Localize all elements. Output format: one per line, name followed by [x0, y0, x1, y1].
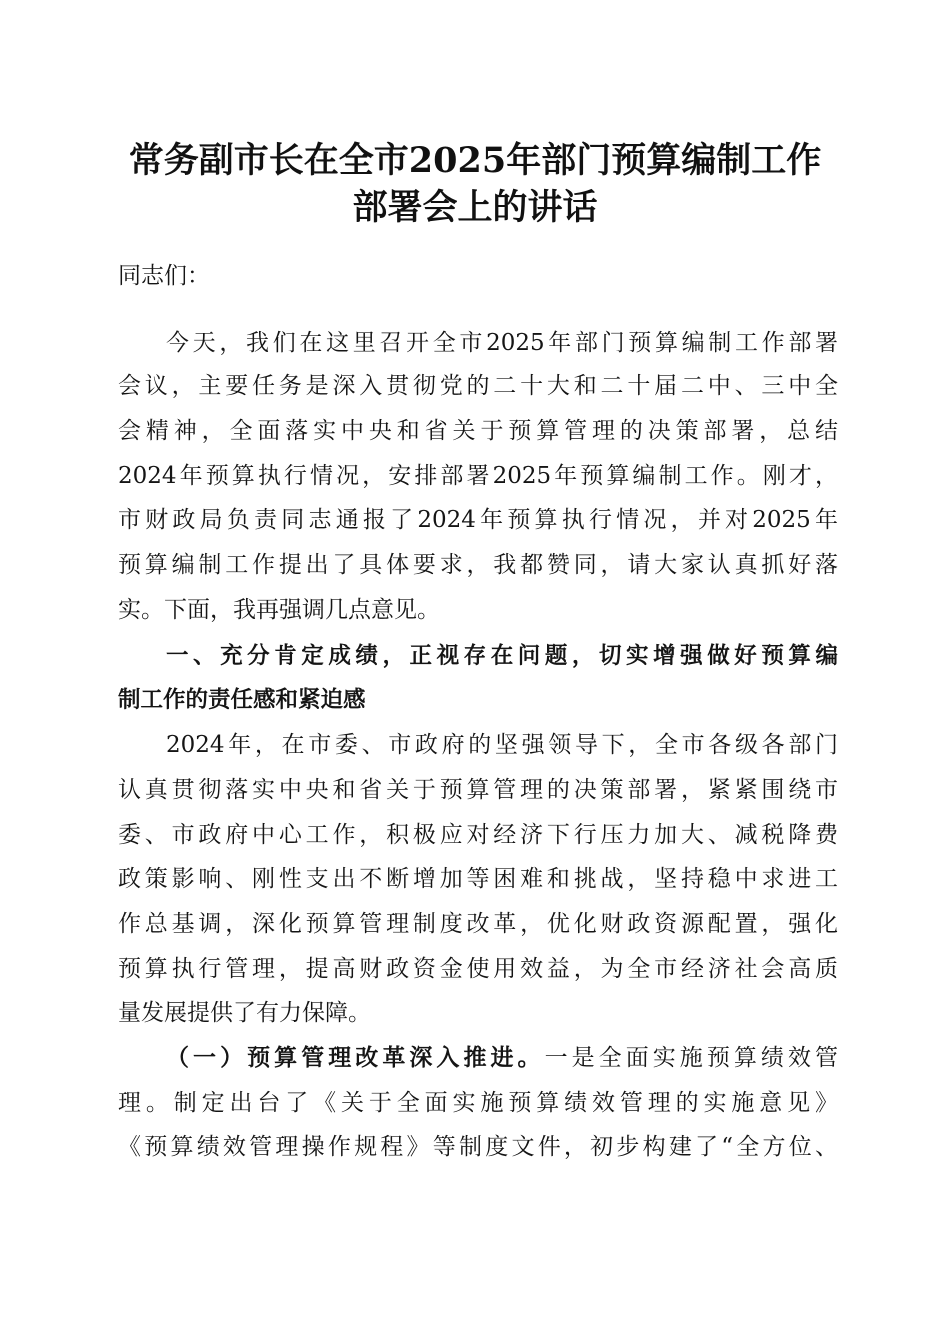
- paragraph-3-first-line: [166, 1036, 838, 1080]
- paragraph-2-line: 政策影响、刚性支出不断增加等困难和挑战，坚持稳中求进工: [118, 866, 838, 892]
- paragraph-1-line: 会精神，全面落实中央和省关于预算管理的决策部署，总结: [118, 418, 838, 444]
- section-heading-1-line: 一、充分肯定成绩，正视存在问题，切实增强做好预算编: [166, 643, 838, 669]
- paragraph-1-line: 预算编制工作提出了具体要求，我都赞同，请大家认真抓好落: [118, 552, 838, 578]
- paragraph-2-line: 认真贯彻落实中央和省关于预算管理的决策部署，紧紧围绕市: [118, 777, 838, 803]
- paragraph-1-line: 会议，主要任务是深入贯彻党的二十大和二十届二中、三中全: [118, 373, 838, 399]
- paragraph-1-line: 市财政局负责同志通报了2024年预算执行情况，并对2025年: [118, 507, 838, 533]
- paragraph-1-line: 今天，我们在这里召开全市2025年部门预算编制工作部署: [166, 330, 838, 356]
- paragraph-1-line: 实。下面，我再强调几点意见。: [118, 597, 440, 623]
- paragraph-2-line: 作总基调，深化预算管理制度改革，优化财政资源配置，强化: [118, 911, 838, 937]
- paragraph-3-line: 理。制定出台了《关于全面实施预算绩效管理的实施意见》: [118, 1090, 838, 1116]
- paragraph-2-line: 量发展提供了有力保障。: [118, 1000, 371, 1026]
- paragraph-3-first-line-text: 一是全面实施预算绩效管: [544, 1045, 839, 1071]
- document-title-line-1: 常务副市长在全市2025年部门预算编制工作: [128, 140, 822, 181]
- paragraph-1-line: 2024年预算执行情况，安排部署2025年预算编制工作。刚才，: [118, 463, 838, 489]
- salutation: 同志们：: [118, 263, 210, 289]
- paragraph-2-line: 委、市政府中心工作，积极应对经济下行压力加大、减税降费: [118, 822, 838, 848]
- document-title-line-2: 部署会上的讲话: [352, 187, 598, 228]
- paragraph-3-line: 《预算绩效管理操作规程》等制度文件，初步构建了“全方位、: [118, 1134, 838, 1160]
- subsection-heading-1: （一）预算管理改革深入推进。: [166, 1044, 545, 1071]
- paragraph-2-line: 预算执行管理，提高财政资金使用效益，为全市经济社会高质: [118, 956, 838, 982]
- paragraph-2-line: 2024年，在市委、市政府的坚强领导下，全市各级各部门: [166, 732, 838, 758]
- section-heading-1-line: 制工作的责任感和紧迫感: [118, 687, 366, 713]
